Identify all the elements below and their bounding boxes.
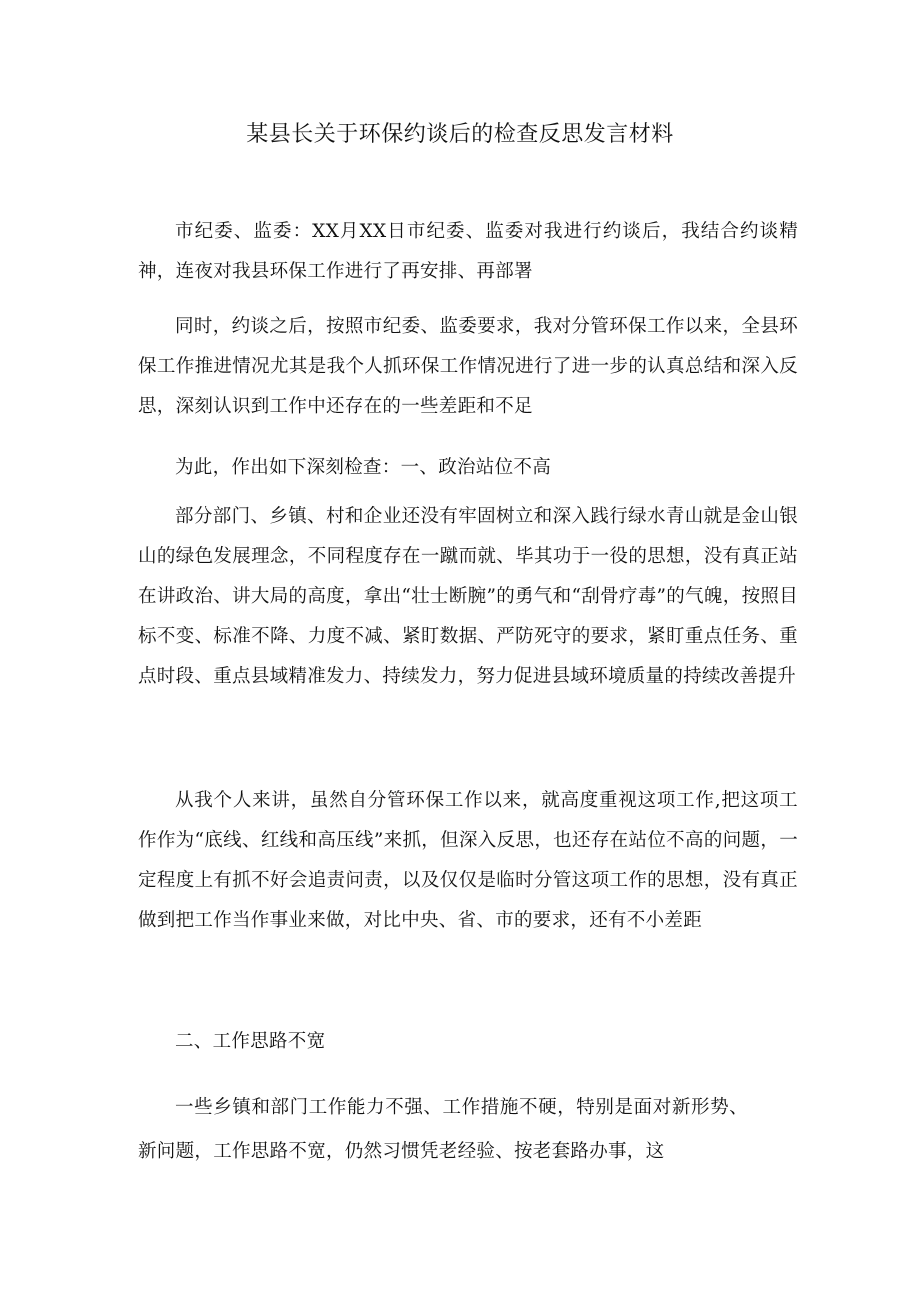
paragraph-opening: 市纪委、监委：XX月XX日市纪委、监委对我进行约谈后，我结合约谈精神，连夜对我县环保工作进行了再安排、再部署 [138, 221, 798, 282]
paragraph-personal-reflection: 从我个人来讲，虽然自分管环保工作以来，就高度重视这项工作,把这项工作作为“底线、红线和高压线”来抓，但深入反思，也还存在站位不高的问题，一定程度上有抓不好会追责问责，以及仅仅是临时分管这项工作的思想，没有真正做到把工作当作事业来做，对比中央、省、市的要求，还有不小差距 [138, 790, 798, 931]
paragraph-section-one-heading: 为此，作出如下深刻检查：一、政治站位不高 [175, 457, 552, 478]
paragraph-reflection: 同时，约谈之后，按照市纪委、监委要求，我对分管环保工作以来，全县环保工作推进情况尤其是我个人抓环保工作情况进行了进一步的认真总结和深入反思，深刻认识到工作中还存在的一些差距和不足 [138, 316, 798, 417]
paragraph-section-one-body: 部分部门、乡镇、村和企业还没有牢固树立和深入践行绿水青山就是金山银山的绿色发展理念，不同程度存在一蹴而就、毕其功于一役的思想，没有真正站在讲政治、讲大局的高度，拿出“壮士断腕”的勇气和“刮骨疗毒”的气魄，按照目标不变、标准不降、力度不减、紧盯数据、严防死守的要求，紧盯重点任务、重点时段、重点县域精准发力、持续发力，努力促进县域环境质量的持续改善提升 [138, 506, 798, 687]
paragraph-section-two-heading: 二、工作思路不宽 [175, 1031, 326, 1052]
paragraph-section-two-body: 一些乡镇和部门工作能力不强、工作措施不硬，特别是面对新形势、新问题，工作思路不宽，仍然习惯凭老经验、按老套路办事，这 [138, 1097, 748, 1162]
document-title: 某县长关于环保约谈后的检查反思发言材料 [246, 122, 674, 147]
